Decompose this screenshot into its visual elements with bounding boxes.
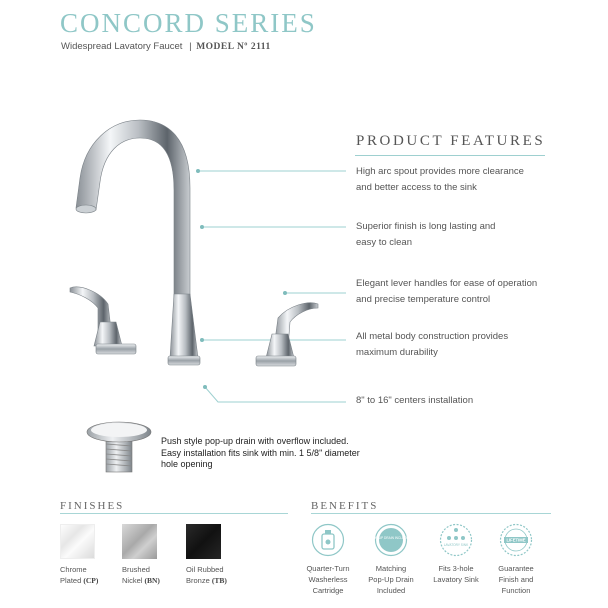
benefit-label-popup-drain [360, 563, 422, 596]
benefit-text: Lavatory Sink [433, 575, 479, 584]
product-subtitle [61, 41, 271, 52]
right-lever-handle [256, 303, 318, 366]
swatch-chrome [60, 524, 95, 559]
finish-code: (TB) [211, 576, 227, 585]
feature-metal-body [356, 329, 566, 360]
finishes-divider [60, 513, 288, 514]
cartridge-icon [311, 523, 345, 557]
finish-name: Nickel [122, 576, 143, 585]
benefit-text: Washerless [308, 575, 348, 584]
product-features-divider [355, 155, 545, 156]
page-title: CONCORD SERIES [60, 8, 317, 38]
feature-text: High arc spout provides more clearance [356, 166, 524, 177]
popup-drain-icon [370, 523, 412, 557]
callout-line-install [205, 387, 346, 402]
callout-dot [200, 225, 204, 229]
model-number: MODEL Nº 2111 [196, 42, 271, 52]
feature-text: 8" to 16" centers installation [356, 395, 474, 406]
swatch-brushed-nickel [122, 524, 157, 559]
benefit-text: Quarter-Turn [306, 564, 350, 573]
feature-installation [356, 393, 566, 409]
feature-text: easy to clean [356, 236, 412, 248]
finishes-heading: FINISHES [60, 500, 125, 512]
finish-label-brushed-nickel [122, 564, 160, 586]
benefit-text: Finish and [498, 575, 534, 584]
finish-label-oil-rubbed-bronze [186, 564, 227, 586]
callout-dot [283, 291, 287, 295]
benefit-label-sink [425, 563, 487, 585]
feature-lever-handles [356, 276, 566, 307]
popup-icon-text: POP-UP DRAIN INCLUDED [370, 536, 412, 540]
drain-text: hole opening [161, 459, 213, 469]
faucet-base [170, 294, 198, 358]
benefit-text: Matching [375, 564, 407, 573]
swatch-oil-rubbed-bronze [186, 524, 221, 559]
benefit-text: Guarantee [498, 564, 534, 573]
feature-text: Superior finish is long lasting and [356, 221, 496, 232]
finish-name: Chrome [60, 565, 87, 574]
benefit-text: Function [501, 586, 531, 595]
faucet-illustration [50, 108, 350, 418]
feature-high-arc [356, 164, 566, 195]
callout-dot [200, 338, 204, 342]
feature-text: All metal body construction provides [356, 331, 509, 342]
benefit-text: Cartridge [312, 586, 344, 595]
feature-finish [356, 219, 566, 250]
benefit-text: Pop-Up Drain [368, 575, 414, 584]
benefit-text: Included [376, 586, 406, 595]
finish-label-chrome [60, 564, 98, 586]
subtitle-separator: | [189, 41, 192, 52]
product-type: Widespread Lavatory Faucet [61, 41, 183, 52]
callout-lines [198, 171, 346, 402]
feature-text: and better access to the sink [356, 181, 477, 193]
drain-text: Push style pop-up drain with overflow included. [161, 436, 349, 446]
popup-drain-image [84, 418, 154, 474]
finish-code: (CP) [83, 576, 99, 585]
feature-text: maximum durability [356, 346, 438, 358]
benefit-label-guarantee [485, 563, 547, 596]
three-hole-sink-icon [439, 523, 473, 557]
popup-drain-description [161, 436, 376, 471]
benefits-heading: BENEFITS [311, 500, 379, 512]
benefit-text: Fits 3-hole [438, 564, 474, 573]
finish-code: (BN) [144, 576, 160, 585]
finish-name: Oil Rubbed [186, 565, 224, 574]
left-lever-handle [70, 287, 136, 354]
lifetime-guarantee-icon [499, 523, 533, 557]
feature-text: and precise temperature control [356, 293, 491, 305]
benefit-label-cartridge [297, 563, 359, 596]
callout-dot [196, 169, 200, 173]
finish-name: Plated [60, 576, 82, 585]
lifetime-icon-text: LIFETIME [506, 537, 526, 543]
finish-name: Brushed [122, 565, 150, 574]
feature-text: Elegant lever handles for ease of operation [356, 278, 538, 289]
sink-icon-text: LAVATORY SINK [443, 543, 469, 547]
drain-text: Easy installation fits sink with min. 1 5/8" diameter [161, 447, 360, 458]
finish-name: Bronze [186, 576, 210, 585]
benefits-divider [311, 513, 551, 514]
callout-dot [203, 385, 207, 389]
product-features-heading: PRODUCT FEATURES [356, 133, 546, 149]
